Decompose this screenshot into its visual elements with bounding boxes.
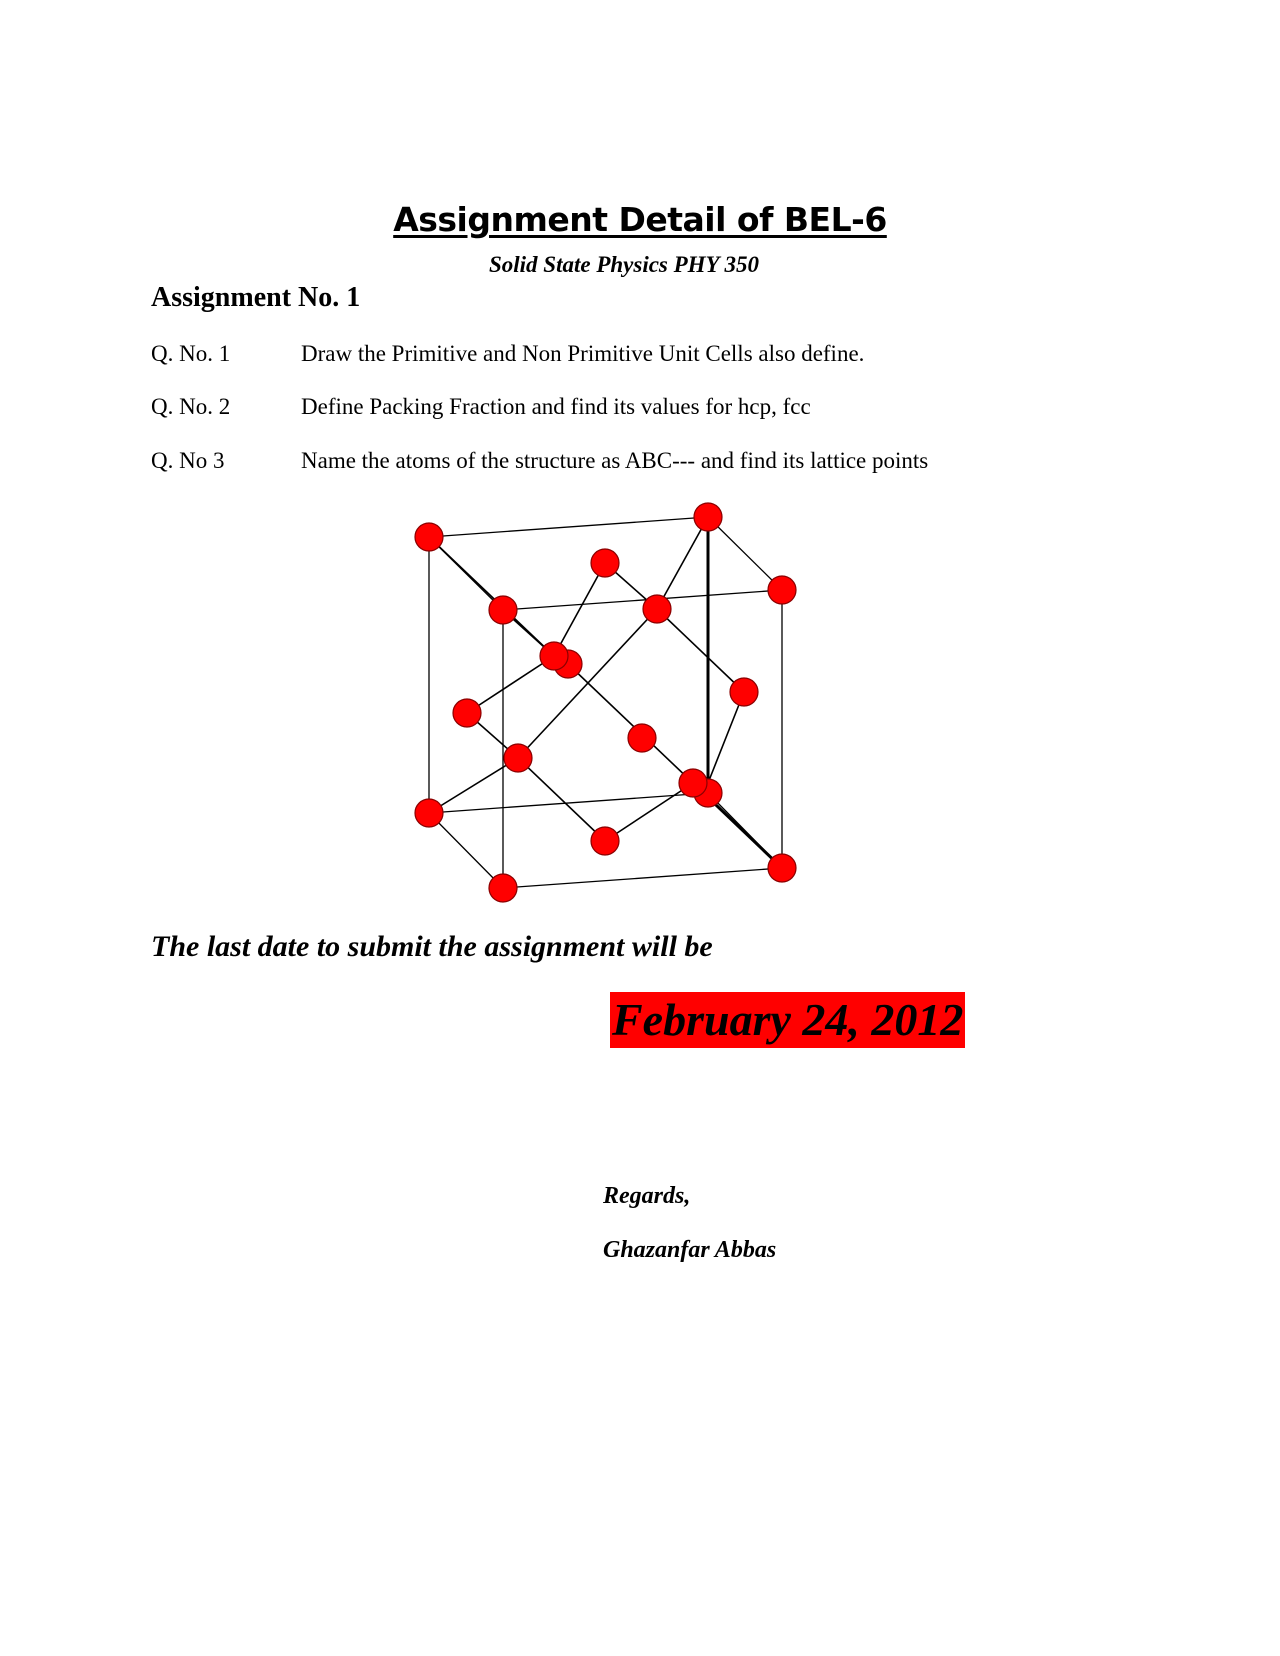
bond xyxy=(503,610,554,656)
question-label: Q. No 3 xyxy=(151,448,225,473)
deadline-statement: The last date to submit the assignment will be xyxy=(151,930,713,963)
bond xyxy=(657,517,708,609)
regards-text: Regards, xyxy=(603,1183,691,1209)
atom xyxy=(628,724,656,752)
bond xyxy=(605,783,693,841)
question-text: Draw the Primitive and Non Primitive Unit Cells also define. xyxy=(301,341,865,366)
cell-edge xyxy=(429,793,708,813)
atom xyxy=(453,699,481,727)
bond xyxy=(429,758,518,813)
atoms xyxy=(415,503,796,902)
bond xyxy=(467,713,518,758)
atom xyxy=(591,827,619,855)
atom xyxy=(694,779,722,807)
page-title: Assignment Detail of BEL-6 xyxy=(393,200,887,239)
cell-edge xyxy=(708,517,782,590)
atom xyxy=(504,744,532,772)
atom xyxy=(768,576,796,604)
page-subtitle: Solid State Physics PHY 350 xyxy=(488,252,760,277)
cell-edge xyxy=(429,537,503,610)
assignment-heading: Assignment No. 1 xyxy=(151,282,361,313)
cell-edge xyxy=(429,517,708,537)
question-row xyxy=(151,394,811,426)
question-row xyxy=(151,448,928,480)
bond xyxy=(568,664,693,783)
question-row xyxy=(151,341,864,373)
question-text: Name the atoms of the structure as ABC--- and find its lattice points xyxy=(301,448,929,473)
bond xyxy=(554,563,605,656)
atom xyxy=(540,642,568,670)
atom xyxy=(415,523,443,551)
bond xyxy=(518,609,657,758)
atom xyxy=(694,503,722,531)
atom xyxy=(415,799,443,827)
bond xyxy=(605,563,657,609)
question-label: Q. No. 1 xyxy=(151,341,231,366)
bond xyxy=(518,758,605,841)
cell-edge xyxy=(503,590,782,610)
atom xyxy=(730,678,758,706)
bond xyxy=(657,609,744,692)
bond xyxy=(429,537,554,656)
cell-edge xyxy=(503,868,782,888)
cell-edge xyxy=(429,813,503,888)
signature-name: Ghazanfar Abbas xyxy=(603,1237,777,1263)
bond xyxy=(708,692,744,783)
atom xyxy=(679,769,707,797)
atom xyxy=(591,549,619,577)
deadline-date: February 24, 2012 xyxy=(610,992,965,1048)
atom xyxy=(489,874,517,902)
atom xyxy=(554,650,582,678)
question-text: Define Packing Fraction and find its values for hcp, fcc xyxy=(301,394,811,419)
cell-edges xyxy=(429,517,782,888)
bond xyxy=(467,656,554,713)
bond xyxy=(693,783,782,868)
atom-bonds xyxy=(429,517,782,868)
question-label: Q. No. 2 xyxy=(151,394,231,419)
cell-edge xyxy=(708,793,782,868)
atom xyxy=(489,596,517,624)
atom xyxy=(643,595,671,623)
atom xyxy=(768,854,796,882)
